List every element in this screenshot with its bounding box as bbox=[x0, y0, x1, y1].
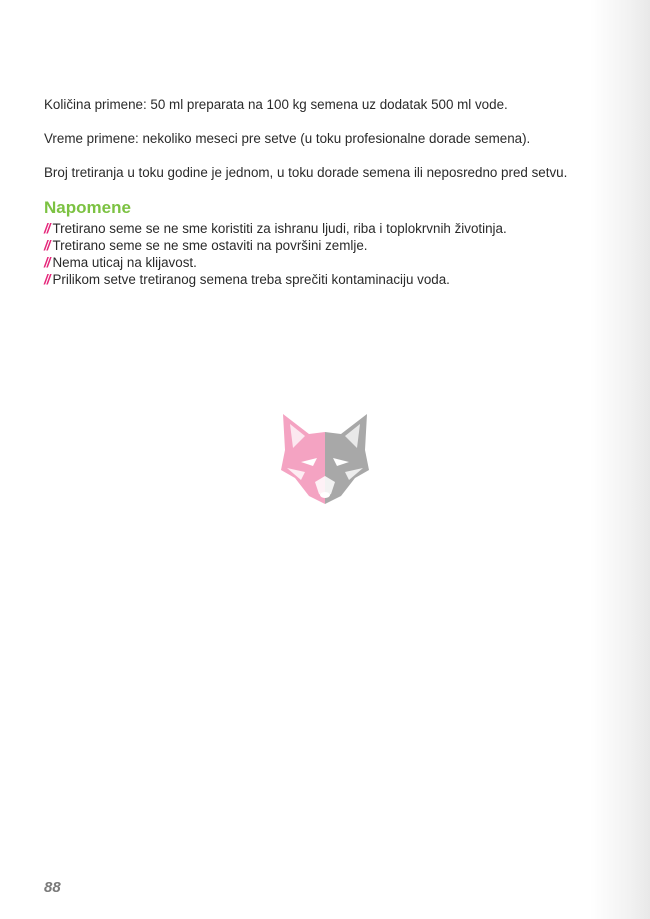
document-body bbox=[44, 96, 614, 288]
note-text: Nema uticaj na klijavost. bbox=[52, 255, 197, 270]
double-slash-bullet-icon: // bbox=[44, 272, 50, 287]
double-slash-bullet-icon: // bbox=[44, 255, 50, 270]
note-text: Tretirano seme se ne sme ostaviti na površini zemlje. bbox=[52, 238, 368, 253]
double-slash-bullet-icon: // bbox=[44, 221, 50, 236]
list-item bbox=[44, 220, 614, 237]
note-text: Prilikom setve tretiranog semena treba sprečiti kontaminaciju voda. bbox=[52, 272, 450, 287]
list-item bbox=[44, 271, 614, 288]
note-text: Tretirano seme se ne sme koristiti za ishranu ljudi, riba i toplokrvnih životinja. bbox=[52, 221, 507, 236]
fox-head-icon bbox=[279, 410, 371, 506]
paragraph-treatment-count: Broj tretiranja u toku godine je jednom, u toku dorade semena ili neposredno pred setvu. bbox=[44, 165, 568, 180]
notes-list bbox=[44, 220, 614, 288]
list-item bbox=[44, 237, 614, 254]
paragraph-application-amount: Količina primene: 50 ml preparata na 100 kg semena uz dodatak 500 ml vode. bbox=[44, 97, 508, 112]
list-item bbox=[44, 254, 614, 271]
page-number: 88 bbox=[44, 879, 61, 896]
double-slash-bullet-icon: // bbox=[44, 238, 50, 253]
notes-heading: Napomene bbox=[44, 198, 131, 217]
paragraph-application-time: Vreme primene: nekoliko meseci pre setve (u toku profesionalne dorade semena). bbox=[44, 131, 531, 146]
